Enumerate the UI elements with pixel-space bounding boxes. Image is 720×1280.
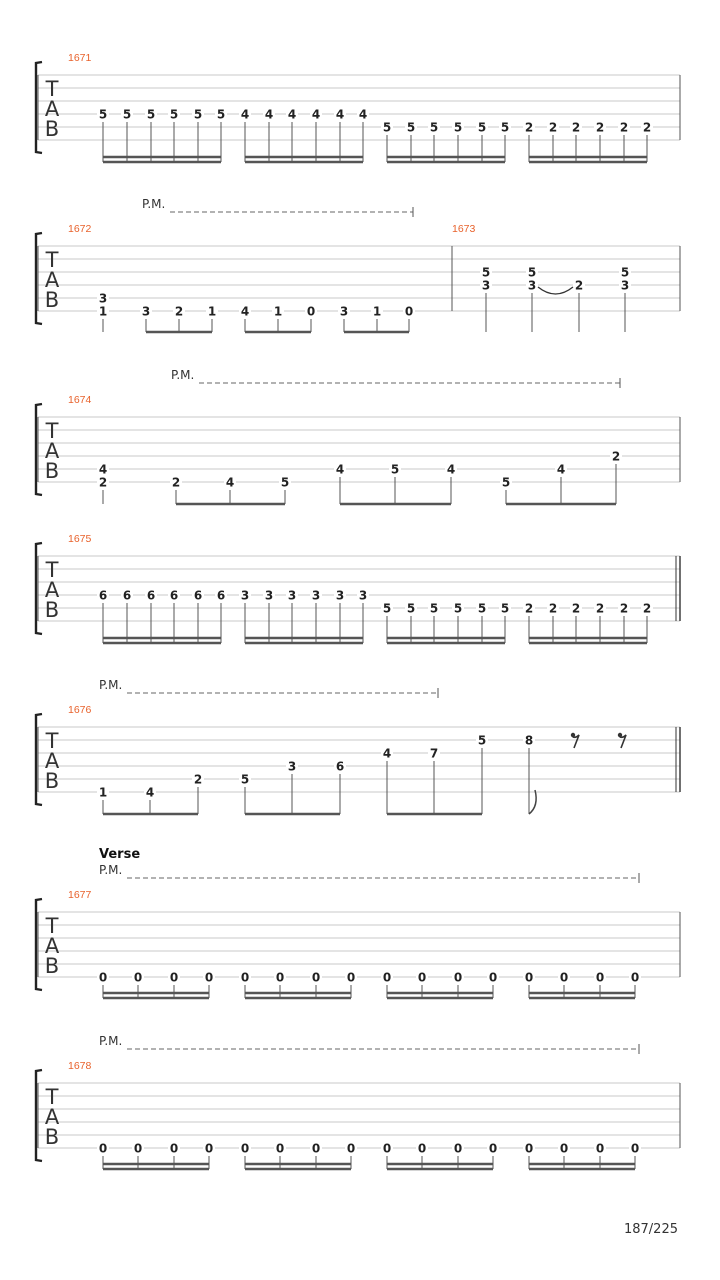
fret-number: 3: [335, 588, 345, 603]
fret-number: 2: [595, 601, 605, 616]
fret-number: 3: [141, 304, 151, 319]
tab-clef-letter: B: [44, 117, 60, 141]
tab-clef-letter: T: [45, 729, 59, 753]
system-bracket: [36, 543, 42, 634]
tab-clef-letter: A: [44, 1105, 60, 1129]
fret-number: 6: [193, 588, 203, 603]
fret-number: 1: [207, 304, 217, 319]
eighth-rest-icon: [571, 733, 575, 737]
tab-clef-letter: T: [45, 248, 59, 272]
fret-number: 5: [406, 601, 416, 616]
tab-clef-letter: A: [44, 749, 60, 773]
fret-number: 4: [98, 462, 108, 477]
fret-number: 0: [417, 1141, 427, 1156]
fret-number: 0: [404, 304, 414, 319]
fret-number: 0: [169, 970, 179, 985]
tab-clef-letter: T: [45, 77, 59, 101]
fret-number: 0: [133, 970, 143, 985]
system-bracket: [36, 62, 42, 153]
fret-number: 1: [98, 785, 108, 800]
tab-system: [36, 197, 680, 332]
page-number: 187/225: [623, 1222, 678, 1237]
fret-number: 5: [169, 107, 179, 122]
tab-clef-letter: A: [44, 934, 60, 958]
fret-number: 4: [240, 107, 250, 122]
tab-system: [36, 678, 680, 814]
fret-number: 3: [358, 588, 368, 603]
system-bracket: [36, 404, 42, 495]
fret-number: 0: [346, 1141, 356, 1156]
fret-number: 4: [145, 785, 155, 800]
tab-system: [36, 1034, 680, 1169]
measure-number: 1674: [68, 394, 92, 406]
fret-number: 0: [204, 1141, 214, 1156]
palm-mute-label: P.M.: [171, 368, 195, 382]
fret-number: 5: [500, 120, 510, 135]
measure-number: 1676: [68, 704, 92, 716]
fret-number: 3: [98, 291, 108, 306]
fret-number: 2: [98, 475, 108, 490]
system-bracket: [36, 714, 42, 805]
fret-number: 1: [98, 304, 108, 319]
tab-clef-letter: T: [45, 1085, 59, 1109]
fret-number: 4: [382, 746, 392, 761]
fret-number: 6: [146, 588, 156, 603]
fret-number: 3: [240, 588, 250, 603]
measure-number: 1673: [452, 223, 476, 235]
fret-number: 2: [611, 449, 621, 464]
palm-mute-label: P.M.: [99, 863, 123, 877]
fret-number: 5: [280, 475, 290, 490]
fret-number: 4: [358, 107, 368, 122]
fret-number: 2: [642, 601, 652, 616]
measure-number: 1678: [68, 1060, 92, 1072]
tab-system: [36, 52, 680, 162]
fret-number: 5: [382, 120, 392, 135]
fret-number: 2: [174, 304, 184, 319]
tab-clef-letter: A: [44, 439, 60, 463]
fret-number: 3: [311, 588, 321, 603]
fret-number: 4: [556, 462, 566, 477]
fret-number: 2: [524, 601, 534, 616]
tab-system: [36, 533, 680, 643]
tab-clef-letter: T: [45, 558, 59, 582]
fret-number: 2: [571, 120, 581, 135]
fret-number: 2: [548, 601, 558, 616]
fret-number: 2: [619, 601, 629, 616]
fret-number: 1: [372, 304, 382, 319]
tab-clef-letter: B: [44, 954, 60, 978]
fret-number: 5: [501, 475, 511, 490]
section-label: Verse: [99, 847, 141, 862]
fret-number: 0: [630, 970, 640, 985]
fret-number: 4: [446, 462, 456, 477]
fret-number: 5: [98, 107, 108, 122]
fret-number: 3: [481, 278, 491, 293]
tie-arc: [538, 287, 573, 294]
fret-number: 2: [619, 120, 629, 135]
fret-number: 6: [122, 588, 132, 603]
tab-clef-letter: A: [44, 97, 60, 121]
fret-number: 0: [311, 1141, 321, 1156]
fret-number: 3: [339, 304, 349, 319]
tab-clef-letter: B: [44, 769, 60, 793]
fret-number: 6: [98, 588, 108, 603]
system-bracket: [36, 1070, 42, 1161]
fret-number: 5: [527, 265, 537, 280]
fret-number: 2: [171, 475, 181, 490]
fret-number: 0: [524, 970, 534, 985]
fret-number: 0: [524, 1141, 534, 1156]
fret-number: 5: [406, 120, 416, 135]
fret-number: 0: [133, 1141, 143, 1156]
note-flag: [529, 790, 536, 814]
fret-number: 0: [488, 970, 498, 985]
tab-system: [36, 368, 680, 504]
fret-number: 1: [273, 304, 283, 319]
fret-number: 5: [390, 462, 400, 477]
fret-number: 0: [595, 1141, 605, 1156]
fret-number: 3: [287, 588, 297, 603]
tab-clef-letter: B: [44, 459, 60, 483]
fret-number: 5: [477, 601, 487, 616]
fret-number: 0: [98, 1141, 108, 1156]
system-bracket: [36, 233, 42, 324]
palm-mute-label: P.M.: [142, 197, 166, 211]
fret-number: 6: [335, 759, 345, 774]
fret-number: 5: [453, 601, 463, 616]
fret-number: 4: [264, 107, 274, 122]
fret-number: 6: [169, 588, 179, 603]
tab-clef-letter: B: [44, 288, 60, 312]
fret-number: 0: [595, 970, 605, 985]
fret-number: 0: [311, 970, 321, 985]
fret-number: 5: [481, 265, 491, 280]
fret-number: 0: [417, 970, 427, 985]
tab-clef-letter: T: [45, 914, 59, 938]
fret-number: 0: [204, 970, 214, 985]
tab-clef-letter: B: [44, 1125, 60, 1149]
fret-number: 5: [146, 107, 156, 122]
fret-number: 3: [264, 588, 274, 603]
fret-number: 0: [240, 1141, 250, 1156]
system-bracket: [36, 899, 42, 990]
fret-number: 3: [527, 278, 537, 293]
fret-number: 0: [382, 970, 392, 985]
fret-number: 6: [216, 588, 226, 603]
fret-number: 0: [453, 970, 463, 985]
palm-mute-label: P.M.: [99, 1034, 123, 1048]
fret-number: 0: [559, 970, 569, 985]
tab-clef-letter: B: [44, 598, 60, 622]
palm-mute-label: P.M.: [99, 678, 123, 692]
fret-number: 5: [620, 265, 630, 280]
fret-number: 0: [559, 1141, 569, 1156]
fret-number: 2: [193, 772, 203, 787]
eighth-rest-icon: [618, 733, 622, 737]
fret-number: 5: [500, 601, 510, 616]
fret-number: 4: [287, 107, 297, 122]
fret-number: 0: [488, 1141, 498, 1156]
fret-number: 5: [193, 107, 203, 122]
fret-number: 5: [477, 120, 487, 135]
fret-number: 3: [620, 278, 630, 293]
tab-clef-letter: A: [44, 578, 60, 602]
fret-number: 5: [382, 601, 392, 616]
fret-number: 5: [429, 601, 439, 616]
measure-number: 1672: [68, 223, 92, 235]
fret-number: 0: [453, 1141, 463, 1156]
fret-number: 2: [524, 120, 534, 135]
tab-clef-letter: T: [45, 419, 59, 443]
fret-number: 7: [429, 746, 439, 761]
tab-clef-letter: A: [44, 268, 60, 292]
fret-number: 4: [335, 107, 345, 122]
measure-number: 1671: [68, 52, 92, 64]
fret-number: 0: [346, 970, 356, 985]
fret-number: 2: [642, 120, 652, 135]
fret-number: 0: [275, 970, 285, 985]
fret-number: 0: [382, 1141, 392, 1156]
fret-number: 0: [169, 1141, 179, 1156]
fret-number: 0: [630, 1141, 640, 1156]
fret-number: 0: [306, 304, 316, 319]
fret-number: 0: [275, 1141, 285, 1156]
fret-number: 0: [98, 970, 108, 985]
fret-number: 8: [524, 733, 534, 748]
fret-number: 2: [595, 120, 605, 135]
fret-number: 5: [429, 120, 439, 135]
fret-number: 5: [453, 120, 463, 135]
fret-number: 3: [287, 759, 297, 774]
fret-number: 0: [240, 970, 250, 985]
fret-number: 4: [240, 304, 250, 319]
fret-number: 4: [335, 462, 345, 477]
fret-number: 5: [122, 107, 132, 122]
measure-number: 1675: [68, 533, 92, 545]
fret-number: 5: [477, 733, 487, 748]
fret-number: 2: [571, 601, 581, 616]
fret-number: 4: [225, 475, 235, 490]
fret-number: 5: [240, 772, 250, 787]
fret-number: 2: [548, 120, 558, 135]
fret-number: 4: [311, 107, 321, 122]
measure-number: 1677: [68, 889, 92, 901]
tab-system: [36, 847, 680, 998]
fret-number: 5: [216, 107, 226, 122]
fret-number: 2: [574, 278, 584, 293]
